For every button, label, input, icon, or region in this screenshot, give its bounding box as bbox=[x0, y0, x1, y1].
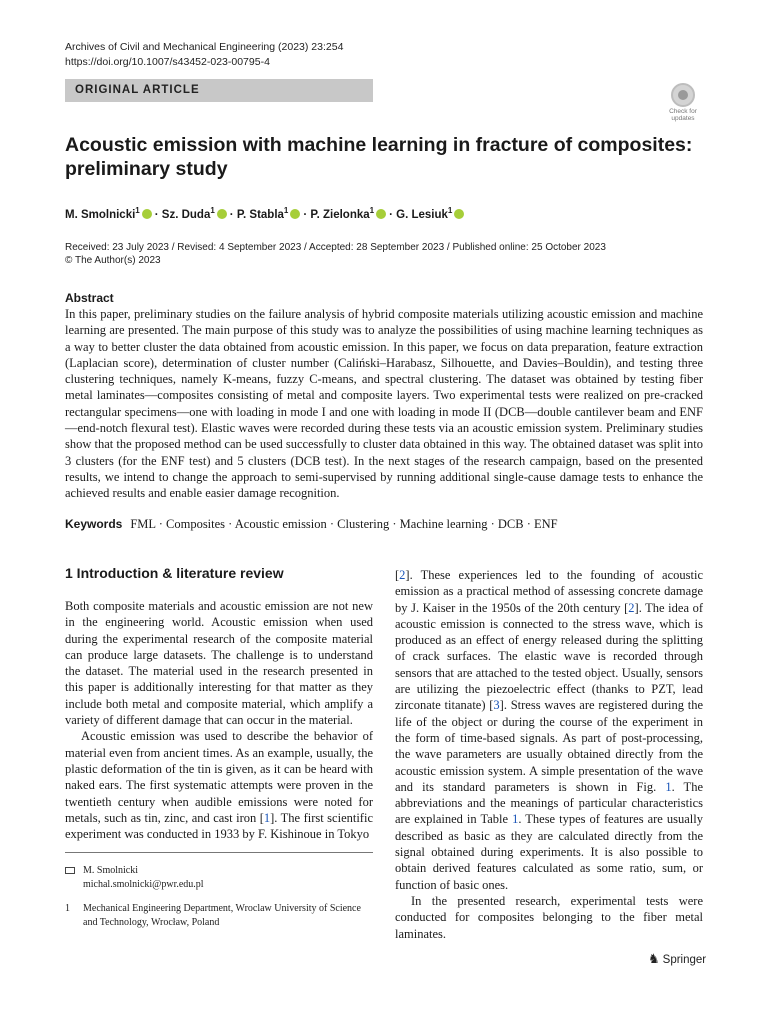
check-for-updates-label: Check for updates bbox=[669, 108, 697, 122]
citation-link[interactable]: 3 bbox=[493, 698, 500, 713]
keywords-line bbox=[65, 517, 558, 532]
author-list: M. Smolnicki$^1$ · Sz. Duda$^1$ · P. Stabla$^1$ · P. Zielonka$^1$ · G. Lesiuk$^1$ bbox=[65, 203, 467, 223]
author-affiliation-mark: 1 bbox=[369, 206, 375, 215]
check-for-updates-icon bbox=[671, 83, 695, 107]
history-dates: Received: 23 July 2023 / Revised: 4 September 2023 / Accepted: 28 September 2023 / Published online: 25 October 2023 bbox=[65, 242, 606, 253]
keywords-text: FML · Composites · Acoustic emission · Clustering · Machine learning · DCB · ENF bbox=[130, 517, 558, 531]
citation-link[interactable]: 2 bbox=[399, 568, 406, 582]
paper-title: Acoustic emission with machine learning in fracture of composites: preliminary study bbox=[65, 134, 693, 180]
copyright-notice: © The Author(s) 2023 bbox=[65, 255, 161, 266]
author-name: P. Stabla bbox=[236, 208, 284, 221]
contact-name: M. Smolnicki bbox=[83, 865, 139, 876]
left-column bbox=[65, 598, 373, 842]
springer-horse-icon: ♞ bbox=[648, 951, 660, 966]
publisher-name: Springer bbox=[662, 954, 707, 966]
paragraph: Both composite materials and acoustic emission are not new in the engineering world. Acoustic emission when used during the experimental research of the composite material can produce large datasets. The challenge is to understand the dataset. The material used in the research presented in this paper is additionally interesting for that matter as they include both metal and composite material, which amplify a variety of different damage that can occur in the material. bbox=[65, 599, 373, 728]
author-affiliation-mark: 1 bbox=[447, 206, 453, 215]
abstract-heading: Abstract bbox=[65, 291, 114, 305]
footnote-divider bbox=[65, 852, 373, 853]
orcid-icon[interactable] bbox=[217, 209, 227, 219]
abstract-text: In this paper, preliminary studies on the failure analysis of hybrid composite materials utilizing acoustic emission and machine learning are presented. The main purpose of this study was to analyze the possibilities of using machine learning techniques as a way to better cluster the data obtained from acoustic emission. In this paper, we focus on data preparation, feature extraction (Laplacian score), determination of cluster number (Caliński–Harabasz, Silhouette, and Davies–Bouldin), and testing three clustering techniques, namely K-means, fuzzy C-means, and spectral clustering. The dataset was obtained by testing fiber metal laminates—composites consisting of metal and composite layers. Two experimental tests were realized on pre-cracked rectangular specimens—one with loading in mode I and one with loading in mode II (DCB—double cantilever beam and ENF—end-notch flexural test). Elastic waves were recorded during these tests via an acoustic emission system. Preliminary studies show that the proposed method can be used successfully to cluster data obtained in this way. The obtained dataset was split into 3 clusters (for the ENF test) and 5 clusters (DCB test). In the next stages of the research campaign, based on the presented results, we intend to change the approach to semi-supervised by running additional single-cause damage tests to enhance the achieved results and enable easier damage recognition. bbox=[65, 307, 703, 501]
author-name: G. Lesiuk bbox=[396, 208, 448, 221]
envelope-icon bbox=[65, 864, 79, 878]
orcid-icon[interactable] bbox=[454, 209, 464, 219]
paragraph: [2]. These experiences led to the founding of acoustic emission as a practical method of assessing concrete damage by J. Kaiser in the 1950s of the 20th century [2]. The idea of acoustic emission is connected to the stress wave, which is produced as an effect of energy released during the splitting of crack surfaces. The elastic wave is recorded through sensors that are attached to the tested object. Usually, sensors are utilizing the piezoelectric effect (thanks to PZT, lead zirconate titanate) [3]. Stress waves are registered during the life of the object or during the course of the experiment in the form of time-based signals. As part of post-processing, the wave parameters are usually obtained directly from the acoustic emission system. A simple presentation of the wave and its standard parameters is shown in Fig. 1. The abbreviations and the meanings of particular characteristics are explained in Table 1. These types of features are usually described as basic as they are calculated directly from the signal obtained during experiments. It is also possible to obtain derived features calculated as some ratio, sum, or function of basic ones. bbox=[395, 568, 704, 892]
orcid-icon[interactable] bbox=[290, 209, 300, 219]
section-heading: 1 Introduction & literature review bbox=[65, 565, 284, 581]
journal-citation: Archives of Civil and Mechanical Engineering (2023) 23:254 bbox=[65, 41, 344, 53]
citation-link[interactable]: 1 bbox=[263, 810, 271, 825]
author-name: P. Zielonka bbox=[310, 208, 370, 221]
publication-dates bbox=[65, 241, 606, 267]
article-type-banner: ORIGINAL ARTICLE bbox=[65, 79, 373, 102]
keywords-label: Keywords bbox=[65, 517, 123, 531]
right-column bbox=[395, 567, 703, 942]
citation-link[interactable]: 2 bbox=[628, 600, 635, 615]
author-name: Sz. Duda bbox=[161, 208, 211, 221]
affiliation-mark: 1 bbox=[65, 903, 70, 914]
table-link[interactable]: 1 bbox=[512, 812, 519, 827]
figure-link[interactable]: 1 bbox=[665, 779, 672, 794]
affiliation-text: Mechanical Engineering Department, Wroclaw University of Science and Technology, Wrocław, Poland bbox=[83, 903, 361, 928]
orcid-icon[interactable] bbox=[376, 209, 386, 219]
author-affiliation-mark: 1 bbox=[210, 206, 215, 215]
author-name: M. Smolnicki bbox=[65, 208, 136, 221]
affiliation-footnote bbox=[65, 902, 373, 929]
orcid-icon[interactable] bbox=[142, 209, 152, 219]
publisher-logo bbox=[648, 951, 706, 968]
paragraph: In the presented research, experimental tests were conducted for composites belonging to the fiber metal laminates. bbox=[395, 893, 703, 941]
author-affiliation-mark: 1 bbox=[135, 206, 140, 215]
contact-email[interactable]: michal.smolnicki@pwr.edu.pl bbox=[83, 878, 204, 890]
doi-link[interactable]: https://doi.org/10.1007/s43452-023-00795-4 bbox=[65, 56, 270, 68]
corresponding-author-footnote bbox=[65, 864, 204, 891]
paragraph: Acoustic emission was used to describe the behavior of material even from ancient times. As an example, usually, the plastic deformation of the tin is given, as it can be heard with naked ears. The first systematic attempts were proven in the twentieth century when audible emissions were noted for metals, such as tin, zinc, and cast iron [1]. The first scientific experiment was conducted in 1933 by F. Kishinoue in Tokyo bbox=[65, 729, 373, 842]
check-for-updates-badge[interactable] bbox=[664, 83, 702, 123]
journal-header bbox=[65, 40, 343, 70]
author-affiliation-mark: 1 bbox=[283, 206, 289, 215]
